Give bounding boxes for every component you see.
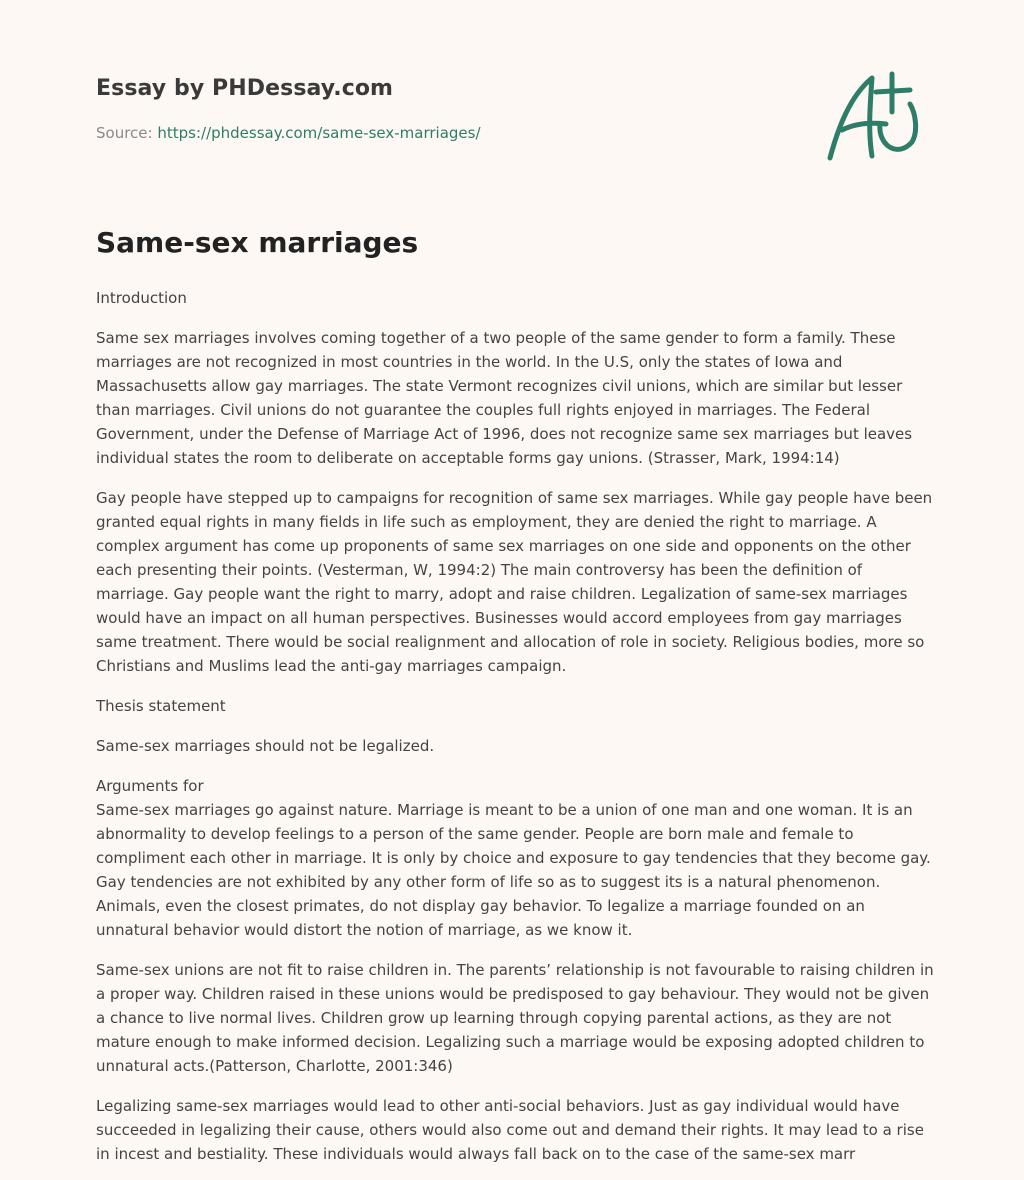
essay-body — [96, 286, 936, 1176]
essay-paragraph: Introduction — [96, 289, 187, 307]
source-link[interactable]: https://phdessay.com/same-sex-marriages/ — [157, 124, 481, 142]
essay-paragraph: Thesis statement — [96, 697, 226, 715]
essay-paragraph: Legalizing same-sex marriages would lead to other anti-social behaviors. Just as gay individual would have succeeded in legalizing their cause, others would also come out and demand their rights. It may lead to a rise in incest and bestiality. These individuals would always fall back on to the case of the same-sex marr — [96, 1097, 924, 1163]
site-brand: Essay by PHDessay.com — [96, 76, 394, 101]
source-label: Source: — [96, 124, 153, 142]
essay-paragraph: Same-sex marriages should not be legalized. — [96, 737, 435, 755]
essay-paragraph: Gay people have stepped up to campaigns for recognition of same sex marriages. While gay people have been granted equal rights in many fields in life such as employment, they are denied the right to marriage. A complex argument has come up proponents of same sex marriages on one side and opponents on the other each presenting their points. (Vesterman, W, 1994:2) The main controversy has been the definition of marriage. Gay people want the right to marry, adopt and raise children. Legalization of same-sex marriages would have an impact on all human perspectives. Businesses would accord employees from gay marriages same treatment. There would be social realignment and allocation of role in society. Religious bodies, more so Christians and Muslims lead the anti-gay marriages campaign. — [96, 489, 933, 675]
section-heading: Arguments for — [96, 777, 204, 795]
source-line — [96, 124, 481, 142]
essay-paragraph: Same-sex unions are not fit to raise children in. The parents’ relationship is not favourable to raising children in a proper way. Children raised in these unions would be predisposed to gay behaviour. They would not be given a chance to live normal lives. Children grow up learning through copying parental actions, as they are not mature enough to make informed decision. Legalizing such a marriage would be exposing adopted children to unnatural acts.(Patterson, Charlotte, 2001:346) — [96, 961, 934, 1075]
paragraph-text: Same-sex marriages go against nature. Marriage is meant to be a union of one man and one woman. It is an abnormality to develop feelings to a person of the same gender. People are born male and female to compliment each other in marriage. It is only by choice and exposure to gay tendencies that they become gay. Gay tendencies are not exhibited by any other form of life so as to suggest its is a natural phenomenon. Animals, even the closest primates, do not display gay behavior. To legalize a marriage founded on an unnatural behavior would distort the notion of marriage, as we know it. — [96, 801, 931, 939]
essay-paragraph: Same sex marriages involves coming together of a two people of the same gender to form a family. These marriages are not recognized in most countries in the world. In the U.S, only the states of Iowa and Massachusetts allow gay marriages. The state Vermont recognizes civil unions, which are similar but lesser than marriages. Civil unions do not guarantee the couples full rights enjoyed in marriages. The Federal Government, under the Defense of Marriage Act of 1996, does not recognize same sex marriages but leaves individual states the room to deliberate on acceptable forms gay unions. (Strasser, Mark, 1994:14) — [96, 329, 913, 467]
a-plus-logo-icon — [820, 66, 930, 166]
essay-title: Same-sex marriages — [96, 226, 419, 259]
essay-paragraph — [96, 774, 936, 942]
